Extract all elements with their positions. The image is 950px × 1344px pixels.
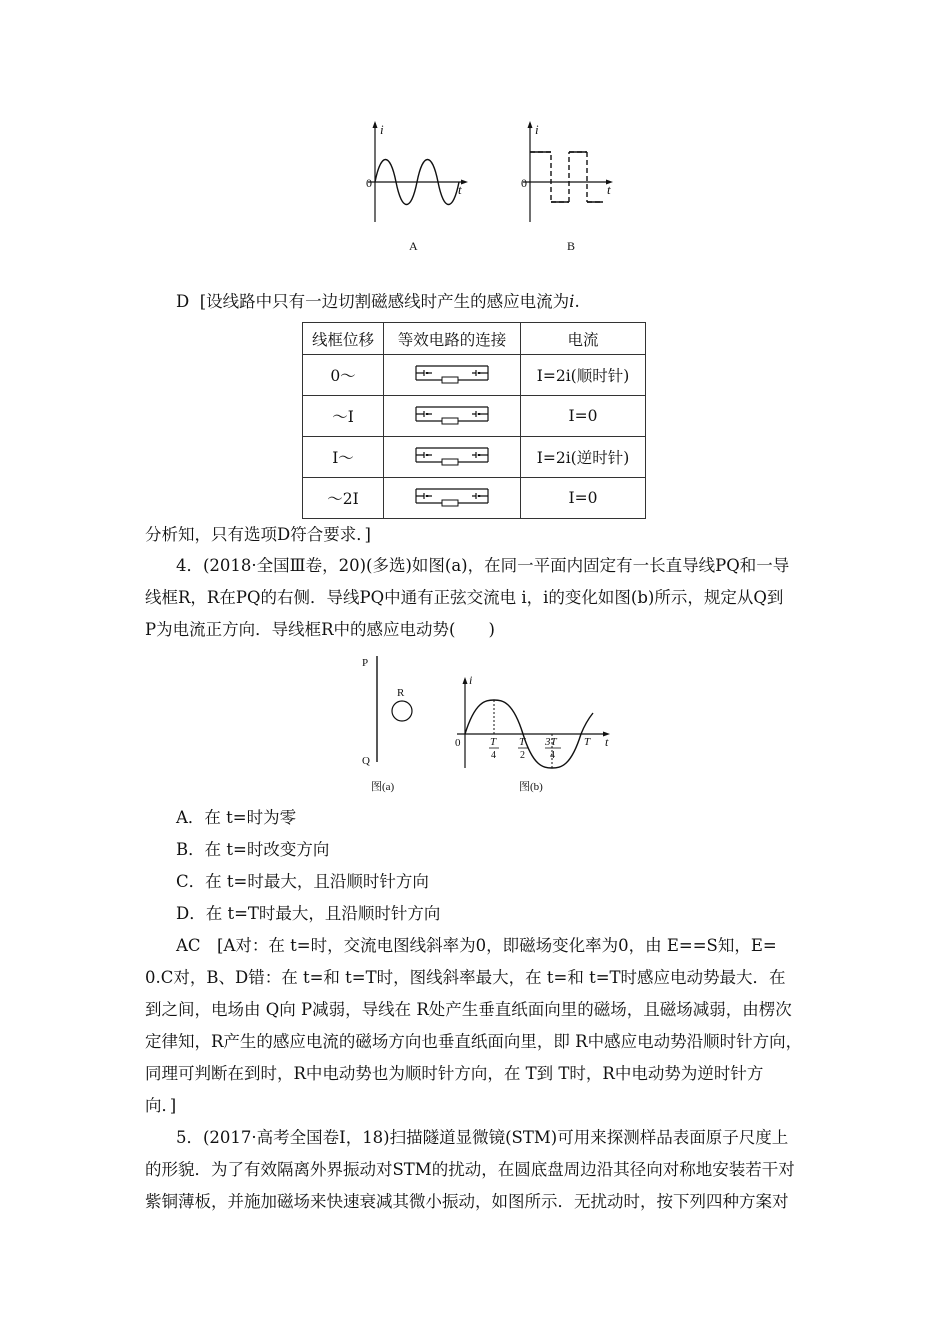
table-cell-current: I=2i(逆时针) xyxy=(521,437,646,478)
graph-b-x-label: t xyxy=(607,182,611,197)
graph-a xyxy=(360,118,480,258)
answer-3-text: [设线路中只有一边切割磁感线时产生的感应电流为 xyxy=(199,292,570,311)
q5-line-1: 5．(2017·高考全国卷Ⅰ，18)扫描隧道显微镜(STM)可用来探测样品表面原子尺度上 xyxy=(176,1128,789,1147)
loop-r xyxy=(392,701,412,721)
table-header: 线框位移 xyxy=(303,323,384,355)
graph-b-y-label: i xyxy=(535,122,539,137)
circuit-icon xyxy=(412,442,492,468)
table-row xyxy=(303,437,646,478)
figure-b-origin: 0 xyxy=(455,737,461,749)
graph-b-origin: 0 xyxy=(521,176,527,190)
table-cell-position: I～ xyxy=(303,437,384,478)
tick-3t4-den: 4 xyxy=(550,750,555,761)
circuit-diagram-cell xyxy=(384,437,521,478)
tick-t: T xyxy=(584,736,591,748)
circuit-diagram-cell xyxy=(384,478,521,519)
table-cell-position: 0～ xyxy=(303,355,384,396)
table-row xyxy=(303,355,646,396)
tick-t2-den: 2 xyxy=(520,750,525,761)
q5-line-2: 的形貌．为了有效隔离外界振动对STM的扰动，在圆底盘周边沿其径向对称地安装若干对 xyxy=(145,1160,795,1179)
table-row xyxy=(303,478,646,519)
table-header: 等效电路的连接 xyxy=(384,323,521,355)
answer-3-line xyxy=(176,292,580,312)
tick-t2-num: T xyxy=(519,736,526,748)
explain-line-2: 0.C对，B、D错：在 t=和 t=T时，图线斜率最大，在 t=和 t=T时感应电动势最大．在 xyxy=(145,968,786,987)
circuit-icon xyxy=(412,401,492,427)
table-row xyxy=(303,396,646,437)
table-header-row xyxy=(303,323,646,355)
q5-line-3: 紫铜薄板，并施加磁场来快速衰减其微小振动，如图所示．无扰动时，按下列四种方案对 xyxy=(145,1192,789,1211)
table-header: 电流 xyxy=(521,323,646,355)
graph-a-y-label: i xyxy=(380,122,384,137)
tick-3t4-num: 3T xyxy=(545,736,557,748)
figure-a-p-label: P xyxy=(362,657,369,669)
figure-b-caption: 图(b) xyxy=(519,781,543,793)
tick-t4-num: T xyxy=(490,736,497,748)
explain-line-6: 向．] xyxy=(145,1096,177,1115)
option-c: C．在 t=时最大，且沿顺时针方向 xyxy=(176,872,429,891)
graph-b xyxy=(515,118,625,258)
q4-line-2: 线框R，R在PQ的右侧．导线PQ中通有正弦交流电 i，i的变化如图(b)所示，规定从Q到 xyxy=(145,588,784,607)
explain-line-3: 到之间，电场由 Q向 P减弱，导线在 R处产生垂直纸面向里的磁场，且磁场减弱，由楞次 xyxy=(145,1000,792,1019)
answer-3-var: i xyxy=(569,292,575,311)
graph-a-origin: 0 xyxy=(366,176,372,190)
option-b: B．在 t=时改变方向 xyxy=(176,840,330,859)
table-cell-current: I=0 xyxy=(521,478,646,519)
graph-b-caption: B xyxy=(567,239,576,253)
circuit-diagram-cell xyxy=(384,355,521,396)
circuit-diagram-cell xyxy=(384,396,521,437)
graph-a-caption: A xyxy=(409,239,418,253)
q4-line-3: P为电流正方向．导线框R中的感应电动势( ) xyxy=(145,620,495,639)
table-cell-position: ～2I xyxy=(303,478,384,519)
tick-t4-den: 4 xyxy=(491,750,496,761)
explain-line-4: 定律知，R产生的感应电流的磁场方向也垂直纸面向里，即 R中感应电动势沿顺时针方向， xyxy=(145,1032,803,1051)
table-cell-current: I=2i(顺时针) xyxy=(521,355,646,396)
graph-a-x-label: t xyxy=(458,182,462,197)
explain-line-1: AC [A对：在 t=时，交流电图线斜率为0，即磁场变化率为0，由 E==S知，E= xyxy=(176,936,777,955)
table-cell-current: I=0 xyxy=(521,396,646,437)
figure-b-x-label: t xyxy=(605,735,609,749)
figure-a-r-label: R xyxy=(397,687,405,699)
figure-a-q-label: Q xyxy=(362,755,370,767)
answer-3-end: . xyxy=(574,292,580,311)
option-a: A．在 t=时为零 xyxy=(176,808,297,827)
analysis-line: 分析知，只有选项D符合要求．] xyxy=(145,525,371,544)
figure-a xyxy=(360,650,440,795)
table-cell-position: ～I xyxy=(303,396,384,437)
answer-3-letter: D xyxy=(176,292,190,311)
option-d: D．在 t=T时最大，且沿顺时针方向 xyxy=(176,904,441,923)
circuit-icon xyxy=(412,483,492,509)
figure-b xyxy=(445,650,625,795)
q4-line-1: 4．(2018·全国Ⅲ卷，20)(多选)如图(a)，在同一平面内固定有一长直导线PQ和一导 xyxy=(176,556,790,575)
figure-a-caption: 图(a) xyxy=(371,781,395,793)
circuit-icon xyxy=(412,360,492,386)
explain-line-5: 同理可判断在到时，R中电动势也为顺时针方向，在 T到 T时，R中电动势为逆时针方 xyxy=(145,1064,764,1083)
figure-b-y-label: i xyxy=(469,673,473,687)
circuit-table xyxy=(302,322,646,519)
